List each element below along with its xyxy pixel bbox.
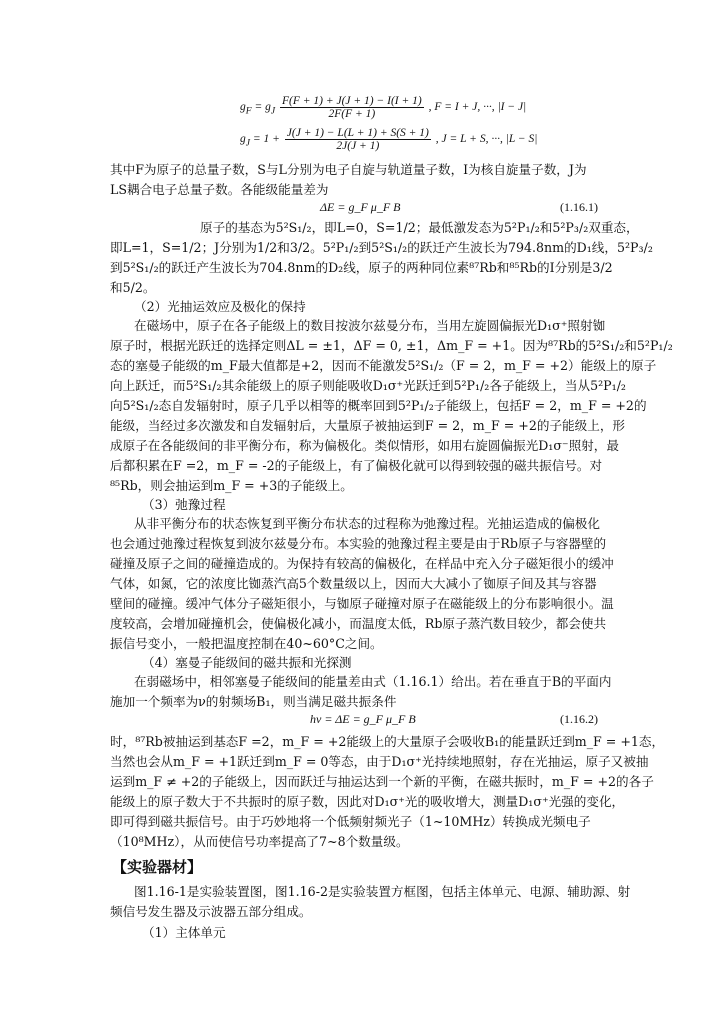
para7-line-0: 图1.16-1是实验装置图，图1.16-2是实验装置方框图，包括主体单元、电源、辅助源、射 — [134, 884, 631, 899]
para4-line-2: 碰撞及原子之间的碰撞造成的。为保持有较高的偏极化，在样品中充入分子磁矩很小的缓冲 — [110, 556, 614, 571]
para1-line-0: 其中F为原子的总量子数，S与L分别为电子自旋与轨道量子数，I为核自旋量子数，J为 — [110, 162, 587, 177]
equation-2: hν = ΔE = g_F μ_F B — [310, 712, 416, 726]
para4-line-4: 壁间的碰撞。缓冲气体分子磁矩很小，与铷原子碰撞对原子在磁能级上的分布影响很小。温 — [110, 596, 614, 611]
para3-line-6: 成原子在各能级间的非平衡分布，称为偏极化。类似情形，如用右旋圆偏振光D₁σ⁻照射，最 — [110, 438, 619, 453]
equation-1: ΔE = g_F μ_F B — [320, 200, 401, 214]
gJ-sub: J — [245, 137, 251, 149]
para3-line-7: 后都积累在F =2，m_F = -2的子能级上，有了偏极化就可以得到较强的磁共振信号。对 — [110, 458, 603, 473]
gJ-denominator: 2J(J + 1) — [336, 140, 380, 152]
gF-fraction — [280, 95, 424, 120]
para4-line-3: 气体，如氮，它的浓度比铷蒸汽高5个数量级以上，因而大大减小了铷原子间及其与容器 — [110, 576, 597, 591]
gF-equals: = g — [251, 101, 271, 114]
para6-line-4: 即可得到磁共振信号。由于巧妙地将一个低频射频光子（1~10MHz）转换成光频电子 — [110, 814, 591, 829]
para6-line-1: 当然也会从m_F = +1跃迁到m_F = 0等态，由于D₁σ⁺光持续地照射，存在光抽运，原子又被抽 — [110, 754, 649, 769]
para2-line-2: 到5²S₁/₂的跃迁产生波长为704.8nm的D₂线，原子的两种同位素⁸⁷Rb和⁸⁵Rb的I分别是3/2 — [110, 260, 613, 275]
para4-line-6: 振信号变小，一般把温度控制在40~60°C之间。 — [110, 636, 383, 651]
para3-line-3: 向上跃迁，而5²S₁/₂其余能级上的原子则能吸收D₁σ⁺光跃迁到5²P₁/₂各子能级上，当从5²P₁/₂ — [110, 378, 626, 393]
para2-line-1: 即L=1，S=1/2；J分别为1/2和3/2。5²P₁/₂到5²S₁/₂的跃迁产生波长为794.8nm的D₁线，5²P₃/₂ — [110, 240, 653, 255]
para6-line-5: （10⁸MHz），从而使信号功率提高了7~8个数量级。 — [110, 834, 409, 849]
section-2-title: （2）光抽运效应及极化的保持 — [134, 299, 306, 314]
para3-line-5: 能级，当经过多次激发和自发辐射后，大量原子被抽运到F = 2，m_F = +2的子能级上，形 — [110, 418, 626, 433]
para6-line-3: 能级上的原子数大于不共振时的原子数，因此对D₁σ⁺光的吸收增大，测量D₁σ⁺光强的变化， — [110, 794, 625, 809]
formula-gF — [240, 95, 526, 120]
para5-line-0: 在弱磁场中，相邻塞曼子能级间的能量差由式（1.16.1）给出。若在垂直于B的平面内 — [134, 674, 612, 689]
para2-line-3: 和5/2。 — [110, 280, 156, 295]
section-heading-equipment: 【实验器材】 — [112, 858, 203, 876]
section-4-title: （4）塞曼子能级间的磁共振和光探测 — [142, 655, 352, 670]
para6-line-2: 运到m_F ≠ +2的子能级上，因而跃迁与抽运达到一个新的平衡，在磁共振时，m_F = +2的各子 — [110, 774, 654, 789]
formula-gJ — [240, 127, 537, 152]
para3-line-8: ⁸⁵Rb，则会抽运到m_F = +3的子能级上。 — [110, 478, 353, 493]
gJ-equals: = 1 + — [250, 133, 280, 146]
gJ-numerator: J(J + 1) − L(L + 1) + S(S + 1) — [286, 127, 429, 139]
gF-sub2: J — [270, 105, 276, 117]
para4-line-5: 度较高，会增加碰撞机会，使偏极化减小，而温度太低，Rb原子蒸汽数目较少，都会使共 — [110, 616, 607, 631]
para7-line-1: 频信号发生器及示波器五部分组成。 — [110, 904, 312, 919]
para1-line-1: LS耦合电子总量子数。各能级能量差为 — [110, 182, 329, 197]
gJ-symbol: g — [240, 133, 246, 146]
para3-line-0: 在磁场中，原子在各子能级上的数目按波尔兹曼分布，当用左旋圆偏振光D₁σ⁺照射铷 — [134, 318, 606, 333]
equation-1-number: (1.16.1) — [560, 200, 598, 214]
para6-line-0: 时，⁸⁷Rb被抽运到基态F =2，m_F = +2能级上的大量原子会吸收B₁的能量跃迁到m_F = +1态， — [110, 734, 665, 749]
gF-denominator: 2F(F + 1) — [328, 108, 376, 120]
gJ-fraction — [285, 127, 431, 152]
gF-range: , F = I + J, ···, |I − J| — [428, 101, 527, 114]
gF-symbol: g — [240, 101, 246, 114]
equation-2-number: (1.16.2) — [560, 712, 598, 726]
para3-line-4: 向5²S₁/₂态自发辐射时，原子几乎以相等的概率回到5²P₁/₂子能级上，包括F = 2，m_F = +2的 — [110, 398, 647, 413]
gF-numerator: F(F + 1) + J(J + 1) − I(I + 1) — [282, 95, 422, 107]
para4-line-1: 也会通过弛豫过程恢复到波尔兹曼分布。本实验的弛豫过程主要是由于Rb原子与容器壁的 — [110, 536, 607, 551]
para3-line-1: 原子时，根据光跃迁的选择定则ΔL = ±1，ΔF = 0, ±1，Δm_F = +1。因为⁸⁷Rb的5²S₁/₂和5²P₁/₂ — [110, 338, 673, 353]
para2-line-0: 原子的基态为5²S₁/₂，即L=0，S=1/2；最低激发态为5²P₁/₂和5²P₃/₂双重态， — [200, 220, 639, 235]
subsection-1-title: （1）主体单元 — [142, 925, 226, 940]
section-3-title: （3）弛豫过程 — [142, 497, 226, 512]
para5-line-1: 施加一个频率为ν的射频场B₁，则当满足磁共振条件 — [110, 694, 397, 709]
para3-line-2: 态的塞曼子能级的m_F最大值都是+2，因而不能激发5²S₁/₂（F = 2，m_F = +2）能级上的原子 — [110, 358, 657, 373]
para4-line-0: 从非平衡分布的状态恢复到平衡分布状态的过程称为弛豫过程。光抽运造成的偏极化 — [134, 516, 600, 531]
gF-sub: F — [245, 105, 252, 117]
gJ-range: , J = L + S, ···, |L − S| — [435, 133, 538, 146]
